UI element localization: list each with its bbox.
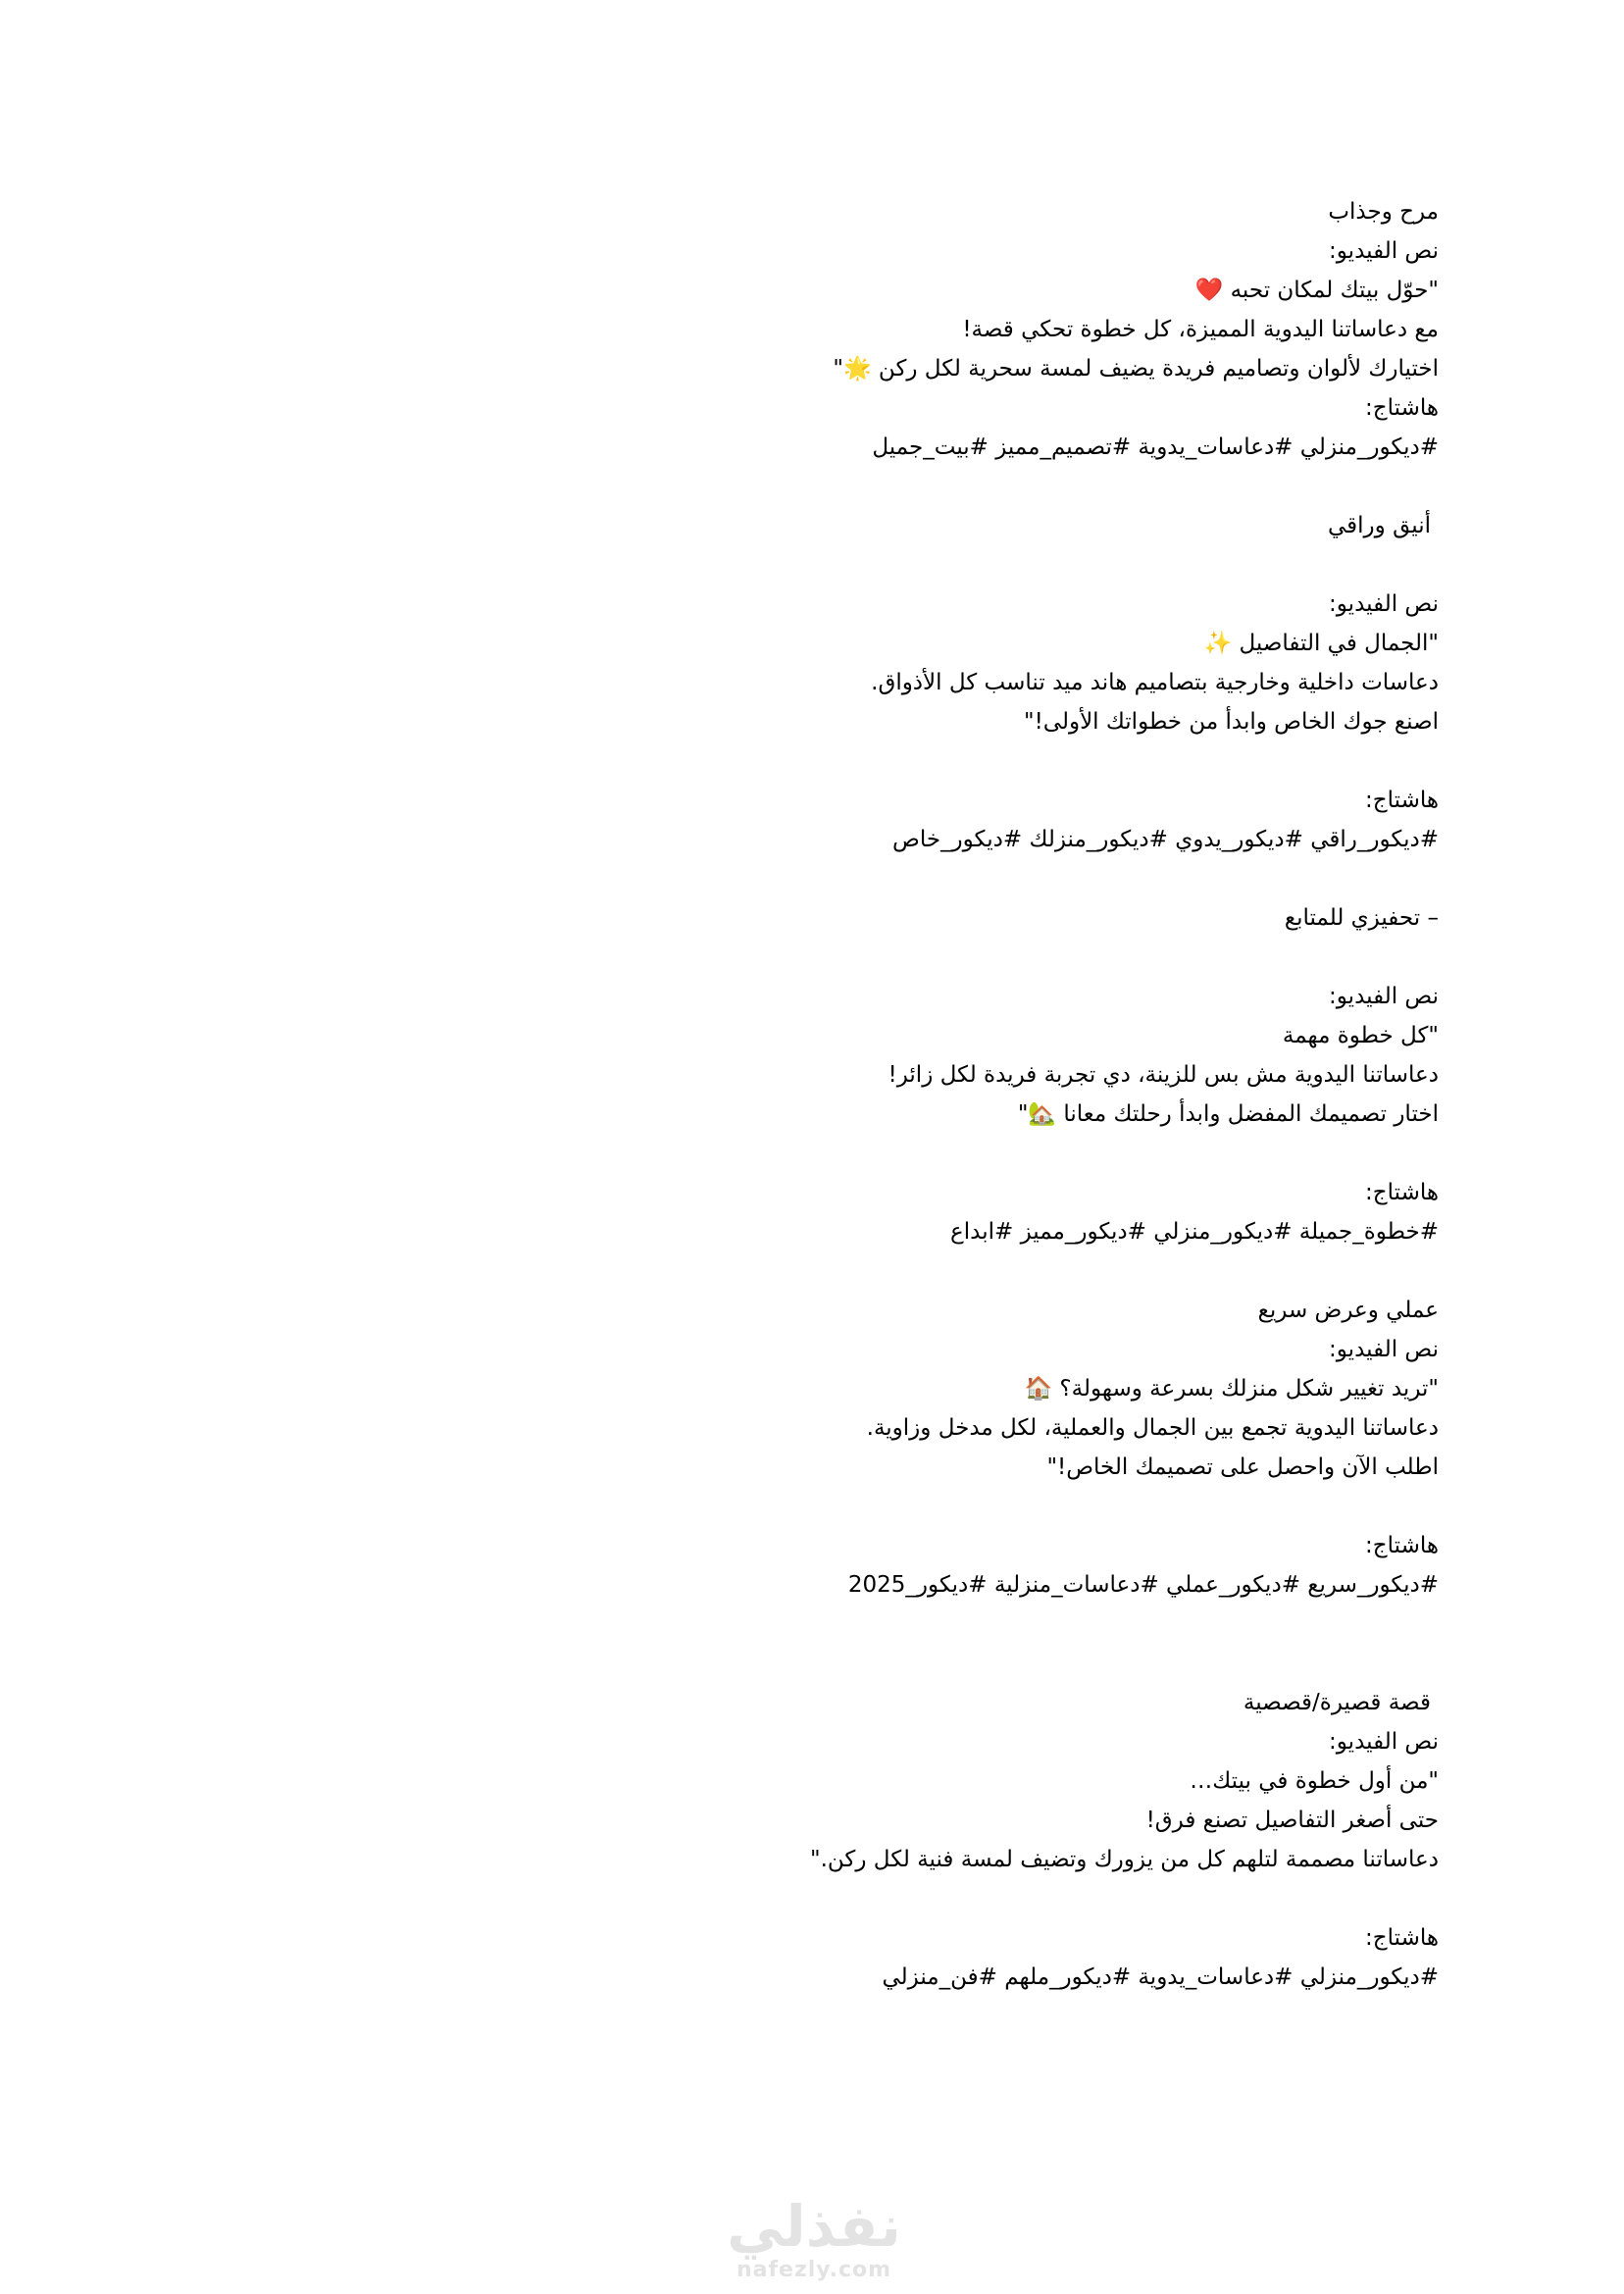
spacer [360,1487,1439,1526]
spacer [360,545,1439,585]
watermark-logo [716,2195,912,2289]
spacer [360,1605,1439,1683]
script-line: "من أول خطوة في بيتك… [1190,1768,1439,1794]
spacer [360,741,1439,781]
section-title: مرح وجذاب [1328,199,1439,225]
script-line: "تريد تغيير شكل منزلك بسرعة وسهولة؟ 🏠 [1024,1376,1439,1402]
script-line: دعاساتنا اليدوية مش بس للزينة، دي تجربة فريدة لكل زائر! [888,1062,1439,1088]
section-motivational [360,898,1439,1251]
video-script-label: نص الفيديو: [1329,1729,1439,1755]
hashtag-list: #ديكور_منزلي #دعاسات_يدوية #تصميم_مميز #بيت_جميل [872,434,1439,460]
hashtag-list: #ديكور_سريع #ديكور_عملي #دعاسات_منزلية #ديكور_2025 [847,1572,1439,1598]
script-line: مع دعاساتنا اليدوية المميزة، كل خطوة تحكي قصة! [962,317,1439,342]
video-script-label: نص الفيديو: [1329,1337,1439,1362]
section-title: قصة قصيرة/قصصية [1243,1690,1431,1715]
section-title: أنيق وراقي [1328,513,1431,538]
section-story [360,1683,1439,1997]
video-script-label: نص الفيديو: [1329,238,1439,264]
section-fun [360,192,1439,467]
script-line: اصنع جوك الخاص وابدأ من خطواتك الأولى!" [1023,709,1439,735]
section-title: – تحفيزي للمتابع [1284,905,1439,931]
spacer [360,1251,1439,1291]
script-line: اطلب الآن واحصل على تصميمك الخاص!" [1046,1454,1439,1480]
hashtag-label: هاشتاج: [1365,1533,1439,1558]
script-line: اختار تصميمك المفضل وابدأ رحلتك معانا 🏡" [1017,1101,1439,1127]
spacer [360,1134,1439,1173]
section-elegant [360,506,1439,859]
watermark-latin: nafezly.com [736,2258,892,2282]
spacer [360,1879,1439,1918]
script-line: حتى أصغر التفاصيل تصنع فرق! [1145,1808,1439,1833]
spacer [360,467,1439,506]
script-line: دعاسات داخلية وخارجية بتصاميم هاند ميد تناسب كل الأذواق. [871,670,1439,695]
hashtag-list: #ديكور_راقي #ديكور_يدوي #ديكور_منزلك #ديكور_خاص [892,827,1439,852]
section-title: عملي وعرض سريع [1257,1298,1439,1323]
video-script-label: نص الفيديو: [1329,591,1439,617]
script-line: "الجمال في التفاصيل ✨ [1203,631,1439,656]
section-practical [360,1291,1439,1605]
hashtag-label: هاشتاج: [1365,1925,1439,1951]
script-line: اختيارك لألوان وتصاميم فريدة يضيف لمسة سحرية لكل ركن 🌟" [833,356,1439,382]
script-line: دعاساتنا اليدوية تجمع بين الجمال والعملية، لكل مدخل وزاوية. [866,1415,1439,1441]
hashtag-list: #خطوة_جميلة #ديكور_منزلي #ديكور_مميز #ابداع [950,1219,1439,1245]
hashtag-list: #ديكور_منزلي #دعاسات_يدوية #ديكور_ملهم #فن_منزلي [882,1964,1439,1990]
hashtag-label: هاشتاج: [1365,395,1439,421]
script-line: دعاساتنا مصممة لتلهم كل من يزورك وتضيف لمسة فنية لكل ركن." [810,1847,1439,1872]
watermark-arabic: نفذلي [727,2193,901,2260]
hashtag-label: هاشتاج: [1365,788,1439,813]
script-line: "حوّل بيتك لمكان تحبه ❤️ [1194,278,1439,303]
hashtag-label: هاشتاج: [1365,1180,1439,1205]
spacer [360,859,1439,898]
document-body [360,192,1439,1997]
script-line: "كل خطوة مهمة [1282,1023,1439,1048]
spacer [360,938,1439,977]
video-script-label: نص الفيديو: [1329,984,1439,1009]
